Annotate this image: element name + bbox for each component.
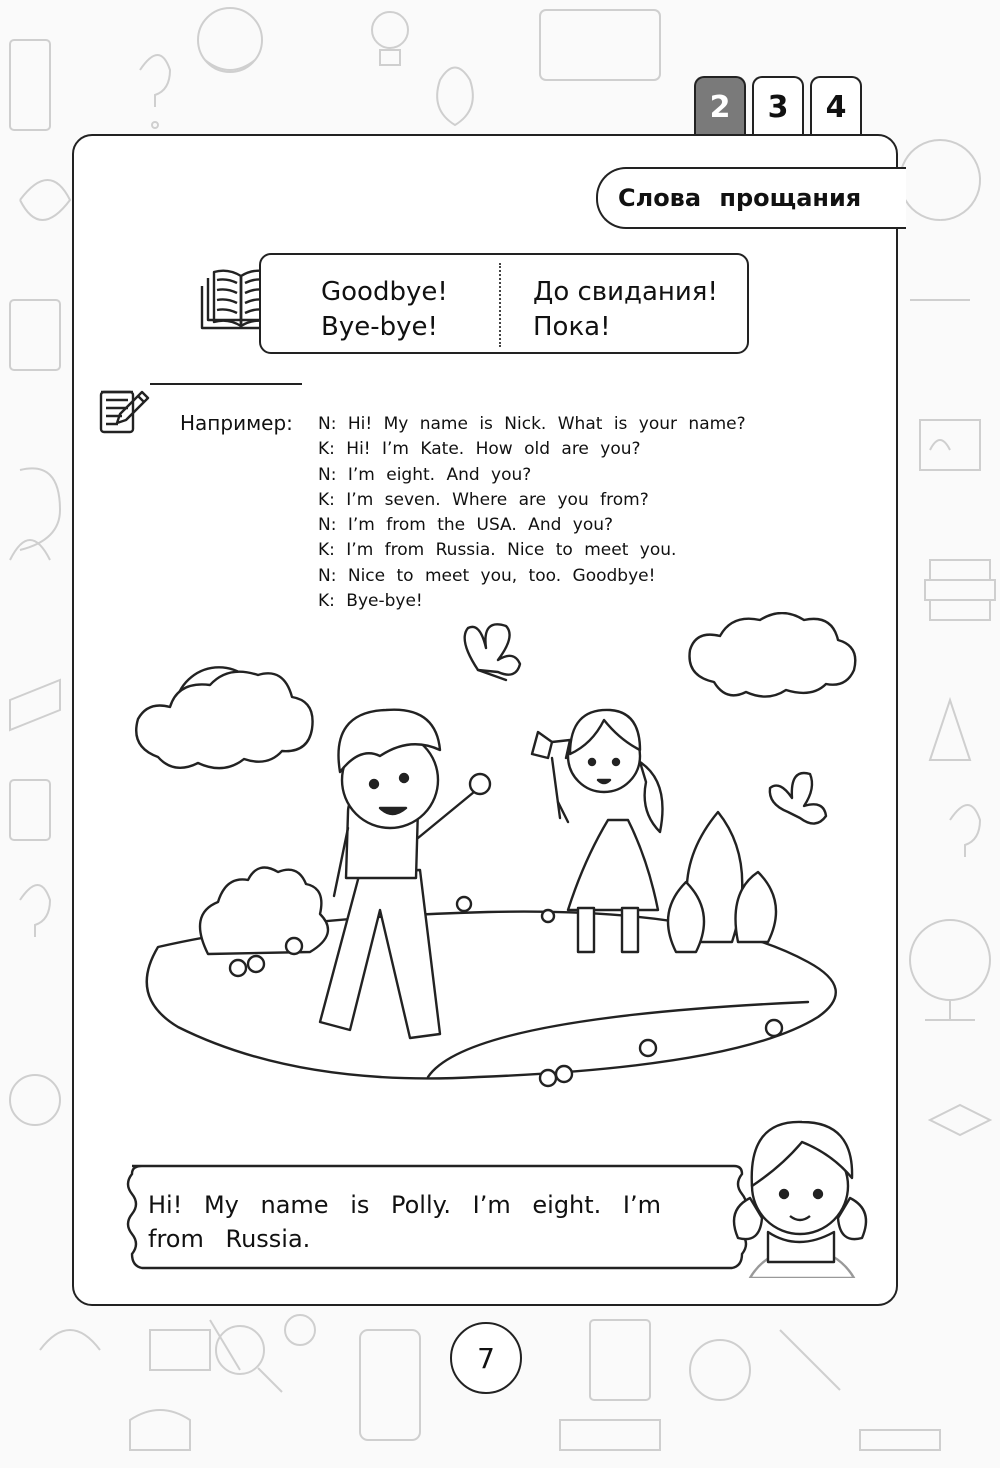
dialogue-line: K: Bye-bye! xyxy=(318,591,423,612)
vocabulary-box xyxy=(259,253,749,354)
butterfly-icon xyxy=(465,624,520,680)
dialogue-line: K: I’m seven. Where are you from? xyxy=(318,489,649,510)
butterfly-icon xyxy=(770,773,826,824)
vocabulary-divider xyxy=(499,263,501,347)
dialogue-line: K: Hi! I’m Kate. How old are you? xyxy=(318,439,641,460)
vocab-en-goodbye: Goodbye! xyxy=(321,277,448,307)
tab-2[interactable]: 2 xyxy=(694,76,746,138)
dialogue-line: K: I’m from Russia. Nice to meet you. xyxy=(318,540,677,561)
tab-4[interactable]: 4 xyxy=(810,76,862,138)
vocabulary-english xyxy=(321,275,448,345)
vocab-en-byebye: Bye-bye! xyxy=(321,312,438,342)
speech-text: Hi! My name is Polly. I’m eight. I’m from Russia. xyxy=(148,1191,662,1253)
dialogue-line: N: Hi! My name is Nick. What is your name? xyxy=(318,414,746,434)
avatar xyxy=(728,1112,876,1278)
example-label: Например: xyxy=(180,411,293,435)
tab-3[interactable]: 3 xyxy=(752,76,804,138)
dialogue-line: N: Nice to meet you, too. Goodbye! xyxy=(318,565,656,586)
bush-icon xyxy=(200,868,328,955)
dialogue xyxy=(318,412,746,614)
section-tabs xyxy=(694,76,862,138)
cloud-icon xyxy=(690,613,856,697)
page-number-text: 7 xyxy=(477,1341,495,1375)
example-rule xyxy=(150,383,302,385)
vocabulary-russian xyxy=(533,275,718,345)
children-illustration xyxy=(128,612,874,1112)
dialogue-line: N: I’m eight. And you? xyxy=(318,464,532,485)
dialogue-line: N: I’m from the USA. And you? xyxy=(318,515,614,536)
topic-title xyxy=(596,167,906,229)
notepad-pencil-icon xyxy=(98,386,150,436)
page-number xyxy=(450,1322,522,1394)
vocab-ru-poka: Пока! xyxy=(533,312,611,342)
vocab-ru-dosvidaniya: До свидания! xyxy=(533,277,718,307)
cloud-icon xyxy=(136,672,312,768)
topic-title-text: Слова прощания xyxy=(618,184,862,212)
bush-icon xyxy=(668,812,776,952)
pinwheel-icon xyxy=(532,732,570,818)
